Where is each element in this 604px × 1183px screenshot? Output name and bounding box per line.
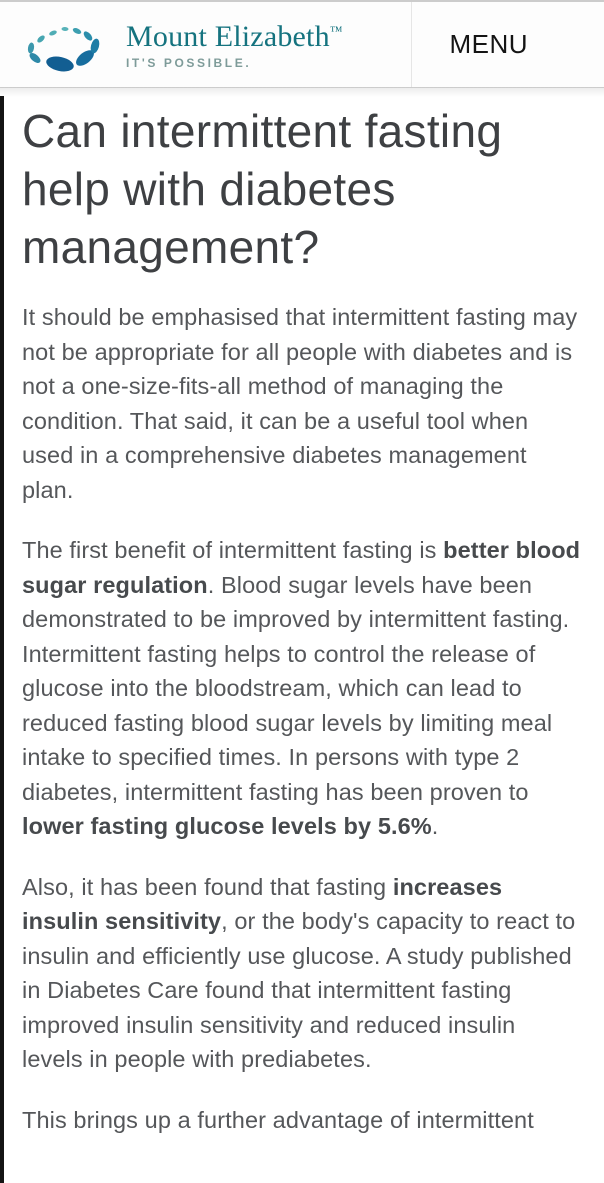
brand-text	[126, 21, 343, 70]
body-text: .	[431, 813, 439, 839]
brand-tagline: IT'S POSSIBLE.	[126, 56, 252, 70]
brand-name: Mount Elizabeth™	[126, 20, 343, 53]
body-text: The first benefit of intermittent fasting is	[22, 537, 444, 563]
body-text: . Blood sugar levels have been demonstrated to be improved by intermittent fasting. Intermittent fasting helps to control the release of glucose into the bloodstream, which can lead to reduced fasting blood sugar levels by limiting meal intake to specified times. In persons with type 2 diabetes, intermittent fasting has been proven to	[22, 571, 570, 805]
article	[0, 88, 604, 1137]
menu-label: MENU	[449, 29, 528, 59]
header-divider	[411, 2, 412, 87]
bold-text: increases insulin sensitivity	[22, 873, 503, 934]
article-paragraph	[22, 1103, 582, 1138]
article-paragraph	[22, 870, 582, 1077]
article-title: Can intermittent fasting help with diabetes management?	[22, 105, 503, 273]
body-text: , or the body's capacity to react to insulin and efficiently use glucose. A study published in Diabetes Care found that intermittent fasting improved insulin sensitivity and reduced insulin levels in people with prediabetes.	[22, 908, 576, 1072]
article-paragraph	[22, 533, 582, 844]
menu-button[interactable]	[449, 2, 580, 87]
bold-text: lower fasting glucose levels by 5.6%	[22, 813, 432, 839]
bold-text: better blood sugar regulation	[22, 537, 581, 598]
brand-logo[interactable]	[26, 14, 343, 76]
mount-elizabeth-spiral-logo-icon	[26, 14, 116, 76]
body-text: Also, it has been found that fasting	[22, 873, 393, 900]
left-edge-strip	[0, 96, 4, 1183]
body-text: It should be emphasised that intermittent fasting may not be appropriate for all people with diabetes and is not a one-size-fits-all method of managing the condition. That said, it can be a useful tool when used in a comprehensive diabetes management plan.	[22, 304, 578, 503]
article-body	[22, 300, 582, 1137]
site-header	[0, 0, 604, 88]
trademark-symbol: ™	[329, 23, 343, 38]
body-text: This brings up a further advantage of intermittent	[22, 1106, 534, 1133]
article-paragraph	[22, 300, 582, 507]
